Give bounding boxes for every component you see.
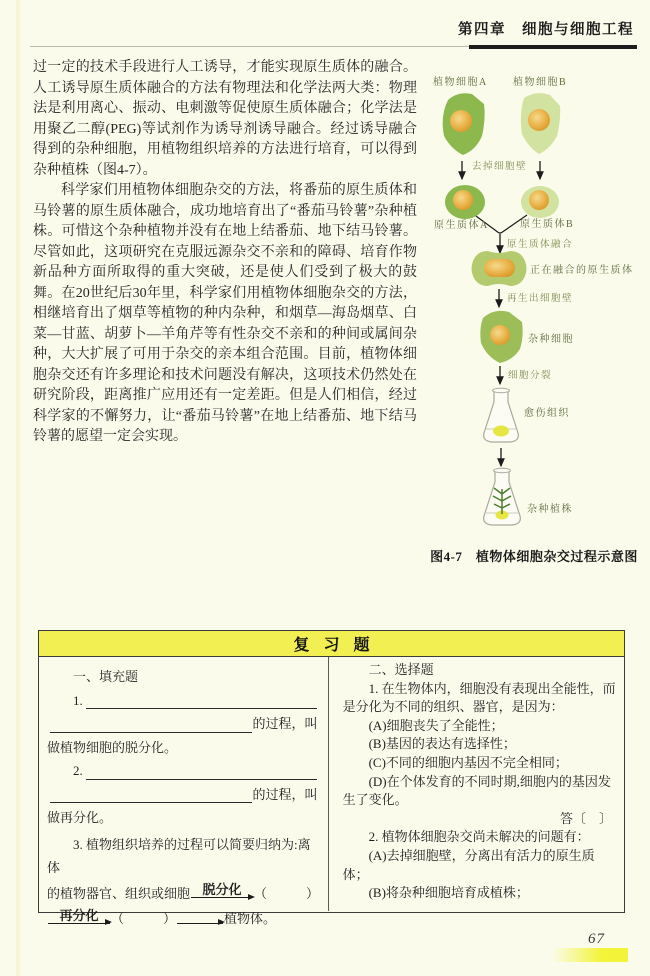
paragraph-somatic-hybridization: 科学家们用植物体细胞杂交的方法，将番茄的原生质体和马铃薯的原生质体融合，成功地培育出了“番茄马铃薯”杂种植株。可惜这个杂种植物并没有在地上结番茄、地下结马铃薯。尽管如此，这项研究在克服远源杂交不亲和的障碍、培育作物新品种方面所取得的重大突破，还是使人们受到了极大的鼓舞。在20世纪后30年里，科学家们用植物体细胞杂交的方法，相继培育出了烟草等植物的种内杂种，和烟草—海岛烟草、白菜—甘蓝、胡萝卜—羊角芹等有性杂交不亲和的种间或属间杂种，大大扩展了可用于杂交的亲本组合范围。目前，植物体细胞杂交还有许多理论和技术问题没有解决，这项技术仍然处在研究阶段，距离推广应用还有一定差距。但是人们相信，经过科学家的不懈努力，让“番茄马铃薯”在地上结番茄、地下结马铃薯的愿望一定会实现。 (33, 183, 417, 444)
label-protoplast-a: 原生质体A (434, 220, 489, 231)
plain-arrow (177, 908, 223, 931)
header-rule (30, 46, 637, 47)
choice-q2-option-a: (A)去掉细胞壁，分离出有活力的原生质体； (342, 847, 595, 882)
label-step-division: 细胞分裂 (508, 371, 553, 381)
choice-q1-option-b: (B)基因的表达有选择性； (368, 736, 516, 752)
choice-heading: 二、选择题 (368, 662, 434, 677)
fusing-nucleus (484, 259, 515, 277)
fill-q1-tail: 的过程，叫 (252, 716, 318, 731)
header-rule-accent (469, 45, 637, 49)
label-plant-cell-a: 植物细胞A (433, 77, 488, 88)
fill-q1-blank-1 (86, 694, 317, 709)
fill-q1-number: 1. (73, 692, 83, 708)
plant-cell-b-nucleus (528, 109, 550, 131)
page-number: 67 (588, 931, 605, 947)
redifferentiation-arrow (48, 908, 110, 931)
fill-q2-blank-2 (50, 788, 252, 803)
fill-q3-line2-text: 的植物器官、组织或细胞 (47, 885, 191, 901)
protoplast-b-nucleus (529, 190, 549, 210)
fill-q2-row1 (47, 759, 318, 783)
fill-q3-line2 (47, 882, 318, 906)
label-step-fusion: 原生质体融合 (507, 240, 574, 250)
hybrid-cell-nucleus (490, 325, 510, 345)
review-title-bar (39, 631, 624, 657)
label-callus: 愈伤组织 (524, 408, 570, 419)
flask-callus-mouth (493, 388, 510, 392)
dedifferentiation-arrow-shaft (191, 897, 253, 898)
fill-q2-row2 (47, 783, 318, 807)
fill-in-section (39, 657, 329, 926)
fill-q3-line1: 3. 植物组织培养的过程可以简要归纳为:离体 (47, 836, 311, 875)
fill-q1-line3: 做植物细胞的脱分化。 (47, 739, 178, 755)
choice-q1-option-d: (D)在个体发育的不同时期,细胞内的基因发生了变化。 (342, 773, 611, 808)
fill-q3-blank-2: （ ） (111, 911, 177, 926)
plain-arrow-shaft (177, 923, 223, 924)
figure-4-7-diagram (420, 58, 648, 570)
review-columns (39, 657, 624, 926)
dedifferentiation-arrow (191, 882, 253, 905)
figure-caption: 图4-7 植物体细胞杂交过程示意图 (430, 549, 638, 564)
choice-q2-stem: 2. 植物体细胞杂交尚未解决的问题有： (368, 829, 590, 845)
plain-arrow-spacer (198, 908, 201, 923)
redifferentiation-arrow-shaft (48, 923, 110, 924)
label-protoplast-b: 原生质体B (520, 219, 575, 230)
multiple-choice-section (329, 657, 624, 911)
fill-q2-blank-1 (86, 764, 317, 779)
chapter-heading: 第四章 细胞与细胞工程 (458, 22, 634, 38)
label-plant-cell-b: 植物细胞B (513, 77, 568, 88)
dedifferentiation-arrow-label: 脱分化 (202, 882, 242, 897)
choice-q1-option-c: (C)不同的细胞内基因不完全相同； (368, 754, 568, 770)
label-hybrid-cell: 杂种细胞 (528, 334, 574, 345)
flask-plantlet-mouth (494, 468, 511, 472)
fill-q3-line3 (47, 907, 318, 931)
label-fusing-protoplasts: 正在融合的原生质体 (530, 265, 634, 276)
fill-q1-blank-2 (50, 717, 252, 732)
label-step-regenerate-wall: 再生出细胞壁 (507, 294, 574, 304)
fill-q2-number: 2. (73, 763, 83, 778)
review-title: 复习题 (293, 637, 384, 654)
label-step-remove-wall: 去掉细胞壁 (472, 162, 528, 172)
page-number-highlight (552, 948, 628, 962)
choice-q1-stem: 1. 在生物体内，细胞没有表现出全能性，而是分化为不同的组织、器官，是因为： (342, 680, 616, 715)
fill-in-heading: 一、填充题 (73, 669, 139, 684)
fill-q3-tail: 植物体。 (224, 911, 277, 926)
fill-q3-blank-1: （ ） (254, 885, 320, 901)
page-spine-edge (16, 0, 20, 976)
choice-q2-option-b: (B)将杂种细胞培育成植株； (368, 885, 529, 901)
page-header (30, 18, 637, 47)
plant-cell-a-nucleus (450, 110, 472, 132)
fill-q2-line3: 做再分化。 (47, 810, 113, 825)
body-text-column (33, 58, 417, 448)
redifferentiation-arrow-label: 再分化 (59, 907, 99, 923)
protoplast-a-nucleus (453, 190, 473, 210)
choice-q1-option-a: (A)细胞丧失了全能性； (368, 717, 504, 733)
choice-q1-answer-bracket: 答〔 〕 (559, 810, 612, 826)
callus-blob (493, 426, 509, 437)
paragraph-protoplast-fusion: 过一定的技术手段进行人工诱导，才能实现原生质体的融合。人工诱导原生质体融合的方法有物理法和化学法两大类：物理法是利用离心、振动、电刺激等促使原生质体融合；化学法是用聚乙二醇(PEG)等试剂作为诱导剂诱导融合。经过诱导融合得到的杂种细胞，用植物组织培养的方法进行培育，可以得到杂种植株（图4-7）。 (33, 60, 417, 178)
fill-q1-row1 (47, 689, 318, 713)
review-questions-box (38, 630, 625, 926)
label-plantlet: 杂种植株 (527, 504, 573, 515)
fill-q1-row2 (47, 712, 318, 736)
fill-q2-tail: 的过程，叫 (252, 786, 318, 802)
